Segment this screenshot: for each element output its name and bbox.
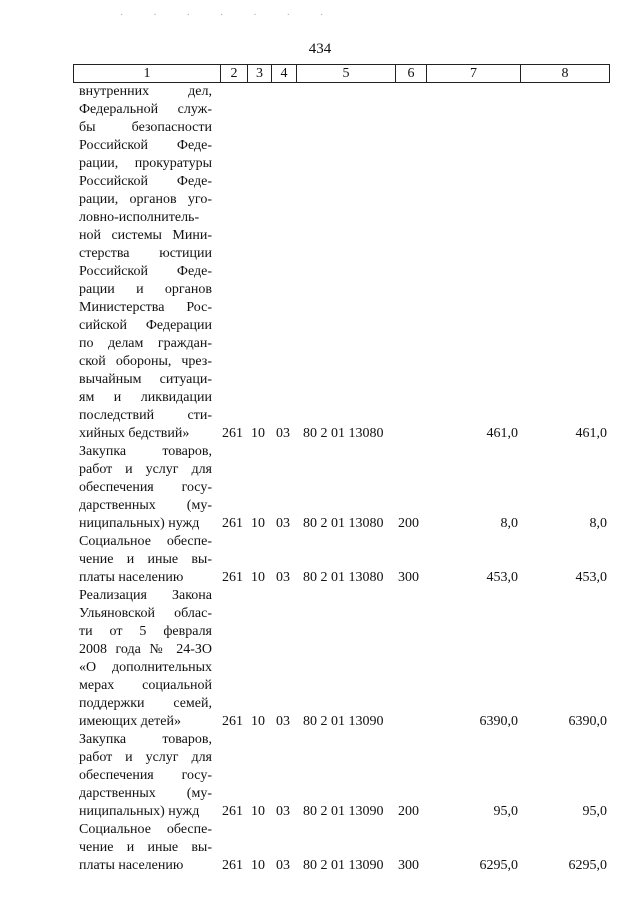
description-line: 2008 года № 24-ЗО	[79, 642, 212, 657]
cell-col-2: 261	[222, 570, 243, 585]
description-line: имеющих детей»	[79, 714, 181, 729]
description-line: платы населению	[79, 570, 184, 585]
cell-col-7: 95,0	[493, 804, 518, 819]
cell-col-3: 10	[251, 714, 265, 729]
cell-col-6: 200	[398, 804, 419, 819]
row-description	[79, 587, 212, 731]
description-line: чение и иные вы-	[79, 840, 212, 855]
cell-col-4: 03	[276, 570, 290, 585]
header-col-3: 3	[248, 65, 272, 83]
header-col-4: 4	[272, 65, 297, 83]
page-number: 434	[308, 41, 332, 57]
table-row	[0, 443, 640, 533]
table-row	[0, 83, 640, 443]
cell-col-5: 80 2 01 13080	[303, 570, 384, 585]
cell-col-3: 10	[251, 858, 265, 873]
description-line: ти от 5 февраля	[79, 624, 212, 639]
description-line: последствий сти-	[79, 408, 212, 423]
cell-col-6: 300	[398, 570, 419, 585]
description-line: Ульяновской облас-	[79, 606, 212, 621]
cell-col-4: 03	[276, 516, 290, 531]
row-description	[79, 83, 212, 443]
header-col-1: 1	[74, 65, 221, 83]
cell-col-4: 03	[276, 804, 290, 819]
cell-col-5: 80 2 01 13080	[303, 426, 384, 441]
cell-col-3: 10	[251, 804, 265, 819]
cell-col-5: 80 2 01 13090	[303, 714, 384, 729]
cell-col-4: 03	[276, 858, 290, 873]
description-line: обеспечения госу-	[79, 480, 212, 495]
table-row	[0, 821, 640, 875]
description-line: ской обороны, чрез-	[79, 354, 212, 369]
table-row	[0, 587, 640, 731]
description-line: Закупка товаров,	[79, 444, 212, 459]
description-line: рации, органов уго-	[79, 192, 212, 207]
header-col-8: 8	[521, 65, 610, 83]
table-row	[0, 533, 640, 587]
column-header-table	[73, 64, 610, 83]
cell-col-7: 461,0	[486, 426, 518, 441]
description-line: Реализация Закона	[79, 588, 212, 603]
cell-col-8: 8,0	[589, 516, 607, 531]
description-line: Закупка товаров,	[79, 732, 212, 747]
scan-artifact-dots: ·······	[120, 10, 354, 21]
description-line: дарственных (му-	[79, 786, 212, 801]
description-line: Министерства Рос-	[79, 300, 212, 315]
header-col-5: 5	[297, 65, 396, 83]
description-line: Социальное обеспе-	[79, 822, 212, 837]
description-line: сийской Федерации	[79, 318, 212, 333]
cell-col-7: 8,0	[500, 516, 518, 531]
description-line: ной системы Мини-	[79, 228, 212, 243]
cell-col-3: 10	[251, 516, 265, 531]
cell-col-2: 261	[222, 426, 243, 441]
row-description	[79, 731, 212, 821]
cell-col-2: 261	[222, 804, 243, 819]
description-line: рации, прокуратуры	[79, 156, 212, 171]
cell-col-7: 6390,0	[479, 714, 518, 729]
cell-col-7: 6295,0	[479, 858, 518, 873]
cell-col-6: 200	[398, 516, 419, 531]
row-description	[79, 821, 212, 875]
description-line: работ и услуг для	[79, 750, 212, 765]
description-line: хийных бедствий»	[79, 426, 190, 441]
description-line: ловно-исполнитель-	[79, 210, 200, 225]
cell-col-6: 300	[398, 858, 419, 873]
description-line: бы безопасности	[79, 120, 212, 135]
description-line: работ и услуг для	[79, 462, 212, 477]
description-line: поддержки семей,	[79, 696, 212, 711]
header-col-7: 7	[427, 65, 521, 83]
table-row	[0, 731, 640, 821]
description-line: стерства юстиции	[79, 246, 212, 261]
description-line: ниципальных) нужд	[79, 804, 200, 819]
header-col-6: 6	[396, 65, 427, 83]
description-line: Социальное обеспе-	[79, 534, 212, 549]
cell-col-2: 261	[222, 516, 243, 531]
cell-col-8: 95,0	[582, 804, 607, 819]
row-description	[79, 533, 212, 587]
cell-col-2: 261	[222, 858, 243, 873]
cell-col-5: 80 2 01 13080	[303, 516, 384, 531]
cell-col-7: 453,0	[486, 570, 518, 585]
cell-col-4: 03	[276, 714, 290, 729]
description-line: Российской Феде-	[79, 138, 212, 153]
description-line: вычайным ситуаци-	[79, 372, 212, 387]
description-line: дарственных (му-	[79, 498, 212, 513]
description-line: «О дополнительных	[79, 660, 212, 675]
cell-col-8: 453,0	[575, 570, 607, 585]
cell-col-8: 461,0	[575, 426, 607, 441]
header-col-2: 2	[221, 65, 248, 83]
description-line: по делам граждан-	[79, 336, 212, 351]
description-line: ниципальных) нужд	[79, 516, 200, 531]
cell-col-4: 03	[276, 426, 290, 441]
row-description	[79, 443, 212, 533]
cell-col-3: 10	[251, 570, 265, 585]
description-line: платы населению	[79, 858, 184, 873]
description-line: Российской Феде-	[79, 174, 212, 189]
cell-col-5: 80 2 01 13090	[303, 804, 384, 819]
cell-col-3: 10	[251, 426, 265, 441]
table-body	[0, 83, 640, 875]
description-line: рации и органов	[79, 282, 212, 297]
description-line: ям и ликвидации	[79, 390, 212, 405]
cell-col-2: 261	[222, 714, 243, 729]
description-line: Федеральной служ-	[79, 102, 212, 117]
cell-col-5: 80 2 01 13090	[303, 858, 384, 873]
description-line: Российской Феде-	[79, 264, 212, 279]
description-line: внутренних дел,	[79, 84, 212, 99]
description-line: мерах социальной	[79, 678, 212, 693]
cell-col-8: 6295,0	[568, 858, 607, 873]
description-line: обеспечения госу-	[79, 768, 212, 783]
cell-col-8: 6390,0	[568, 714, 607, 729]
description-line: чение и иные вы-	[79, 552, 212, 567]
